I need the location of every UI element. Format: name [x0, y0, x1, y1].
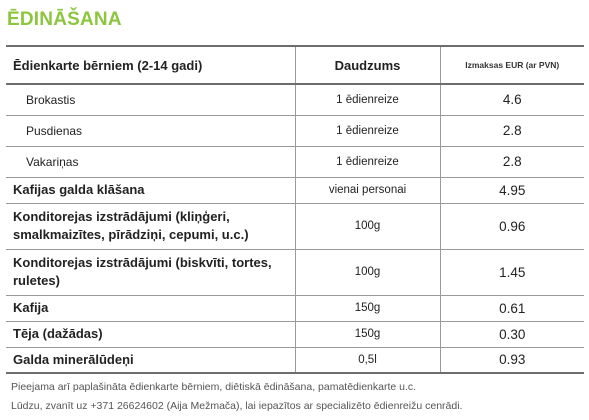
footnote-contact: Lūdzu, zvanīt uz +371 26624602 (Aija Mežmača), lai iepazītos ar specializēto ēdienreižu cenrādi.	[11, 400, 463, 412]
row-quantity: 0,5l	[295, 347, 440, 373]
row-quantity: 100g	[295, 249, 440, 295]
row-item: Galda minerālūdeņi	[6, 347, 295, 373]
row-item: Brokastis	[6, 84, 295, 115]
row-item: Kafija	[6, 295, 295, 321]
page-title: ĒDINĀŠANA	[7, 9, 122, 30]
row-quantity: vienai personai	[295, 177, 440, 203]
row-item: Konditorejas izstrādājumi (biskvīti, tortes, ruletes)	[6, 249, 295, 295]
column-header-price: Izmaksas EUR (ar PVN)	[440, 46, 584, 84]
table-header-row	[6, 46, 584, 84]
table-row	[6, 295, 584, 321]
row-quantity: 150g	[295, 295, 440, 321]
table-row	[6, 203, 584, 249]
footnote-availability: Pieejama arī paplašināta ēdienkarte bērniem, diētiskā ēdināšana, pamatēdienkarte u.c.	[11, 381, 417, 393]
row-quantity: 1 ēdienreize	[295, 115, 440, 146]
price-table	[6, 45, 584, 374]
row-item: Vakariņas	[6, 146, 295, 177]
row-item: Konditorejas izstrādājumi (kliņģeri, smalkmaizītes, pīrādziņi, cepumi, u.c.)	[6, 203, 295, 249]
row-quantity: 100g	[295, 203, 440, 249]
row-quantity: 150g	[295, 321, 440, 347]
table-row	[6, 249, 584, 295]
table-row	[6, 177, 584, 203]
table-row	[6, 146, 584, 177]
table-row	[6, 84, 584, 115]
row-price: 2.8	[440, 115, 584, 146]
column-header-quantity: Daudzums	[295, 46, 440, 84]
table-row	[6, 347, 584, 373]
row-price: 4.6	[440, 84, 584, 115]
table-row	[6, 115, 584, 146]
column-header-item: Ēdienkarte bērniem (2-14 gadi)	[6, 46, 295, 84]
row-quantity: 1 ēdienreize	[295, 146, 440, 177]
row-price: 0.61	[440, 295, 584, 321]
row-price: 1.45	[440, 249, 584, 295]
row-quantity: 1 ēdienreize	[295, 84, 440, 115]
row-price: 4.95	[440, 177, 584, 203]
row-price: 0.30	[440, 321, 584, 347]
row-price: 0.93	[440, 347, 584, 373]
row-price: 2.8	[440, 146, 584, 177]
row-item: Pusdienas	[6, 115, 295, 146]
row-item: Tēja (dažādas)	[6, 321, 295, 347]
row-price: 0.96	[440, 203, 584, 249]
row-item: Kafijas galda klāšana	[6, 177, 295, 203]
table-row	[6, 321, 584, 347]
